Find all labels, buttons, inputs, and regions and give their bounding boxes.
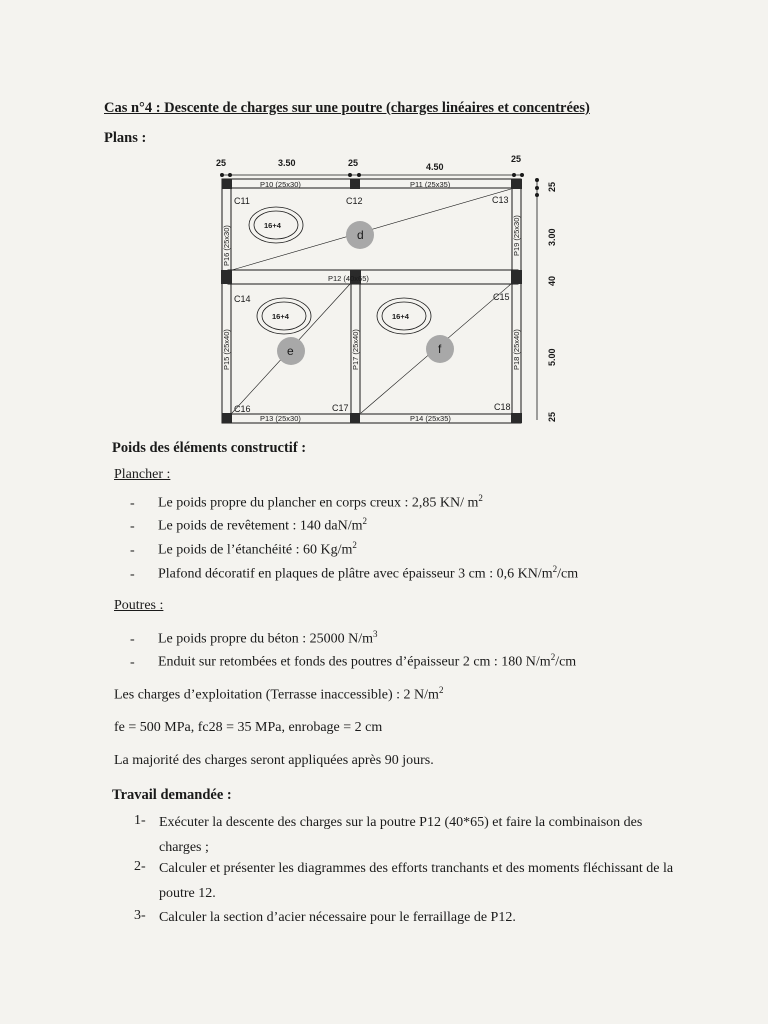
panel-label-d: d (357, 228, 364, 242)
materials-line: fe = 500 MPa, fc28 = 35 MPa, enrobage = 2 cm (114, 720, 383, 735)
dim-top-4: 4.50 (426, 162, 444, 172)
beam-label-p15: P15 (25x40) (222, 329, 231, 370)
dim-top-5: 25 (511, 154, 522, 164)
slab-type-e: 16+4 (272, 312, 289, 321)
panel-markers (277, 221, 454, 365)
exercise-title: Cas n°4 : Descente de charges sur une poutre (charges linéaires et concentrées) (104, 100, 590, 116)
floor-plan-drawing (200, 148, 580, 430)
panel-label-e: e (287, 344, 294, 358)
dim-top-3: 25 (348, 158, 359, 168)
dim-right-1: 25 (547, 181, 557, 192)
beam-label-p10: P10 (25x30) (260, 180, 301, 189)
task-item-2: 2- Calculer et présenter les diagrammes des efforts tranchants et des moments fléchissant de la poutre 12. (134, 859, 674, 901)
poutres-item-1: - Le poids propre du béton : 25000 $N/m^3$ (130, 629, 378, 647)
right-dimension-line (535, 178, 538, 420)
task-item-3: 3- Calculer la section d’acier nécessaire pour le ferraillage de P12. (134, 908, 516, 925)
column-label-c14: C14 (234, 294, 251, 304)
column-label-c13: C13 (492, 195, 509, 205)
dim-right-4: 5.00 (547, 348, 557, 366)
column-c14-block (221, 270, 232, 284)
plancher-label: Plancher : (114, 467, 171, 482)
column-label-c17: C17 (332, 403, 349, 413)
dim-top-1: 25 (216, 158, 227, 168)
slab-type-d: 16+4 (264, 221, 281, 230)
poids-heading: Poids des éléments constructif : (112, 440, 307, 456)
column-c17-block (350, 413, 360, 423)
poutres-item-2: - Enduit sur retombées et fonds des poutres d’épaisseur 2 cm : 180 $N/m^2/cm$ (130, 652, 577, 670)
top-dimension-line (220, 173, 523, 176)
beam-label-p18: P18 (25x40) (512, 329, 521, 370)
beam-label-p19: P19 (25x30) (512, 215, 521, 256)
dim-top-2: 3.50 (278, 158, 296, 168)
poutres-label: Poutres : (114, 598, 164, 613)
beam-label-p13: P13 (25x30) (260, 414, 301, 423)
column-label-c11: C11 (234, 196, 250, 206)
column-label-c16: C16 (234, 404, 251, 414)
charges-exploitation: Les charges d’exploitation (Terrasse inaccessible) : 2 $N/m^2$ (114, 685, 444, 703)
beam-label-p17: P17 (25x40) (351, 329, 360, 370)
beam-label-p11: P11 (25x35) (410, 180, 451, 189)
panel-label-f: f (438, 342, 442, 356)
column-label-c18: C18 (494, 402, 511, 412)
column-label-c15: C15 (493, 292, 510, 302)
column-c15-block (511, 270, 522, 284)
dim-right-3: 40 (547, 275, 557, 286)
column-c18-block (511, 413, 522, 423)
dim-right-5: 25 (547, 411, 557, 422)
task-item-1: 1- Exécuter la descente des charges sur la poutre P12 (40*65) et faire la combinaison des charges ; (134, 813, 643, 855)
column-c16-block (222, 413, 232, 423)
majority-line: La majorité des charges seront appliquées après 90 jours. (114, 753, 434, 768)
beam-label-p12: P12 (40x65) (328, 274, 369, 283)
column-c11-block (222, 179, 232, 189)
beams (222, 179, 521, 423)
columns (221, 179, 522, 423)
plancher-item-2: - Le poids de revêtement : 140 daN/$m^2$ (130, 516, 367, 534)
plans-label: Plans : (104, 130, 147, 146)
dim-right-2: 3.00 (547, 228, 557, 246)
column-c13-block (511, 179, 522, 189)
travail-heading: Travail demandée : (112, 787, 232, 803)
beam-p12 (228, 270, 518, 284)
beam-label-p14: P14 (25x35) (410, 414, 451, 423)
beam-p15-p16 (222, 179, 231, 423)
column-label-c12: C12 (346, 196, 363, 206)
plancher-item-1: - Le poids propre du plancher en corps creux : 2,85 KN/ $m^2$ (130, 493, 483, 511)
plancher-item-4: - Plafond décoratif en plaques de plâtre avec épaisseur 3 cm : 0,6 $KN/m^2/cm$ (130, 564, 579, 582)
plancher-item-3: - Le poids de l’étanchéité : 60 $Kg/m^2$ (130, 540, 357, 558)
column-c12-block (350, 179, 360, 189)
slab-type-f: 16+4 (392, 312, 409, 321)
beam-label-p16: P16 (25x30) (222, 225, 231, 266)
